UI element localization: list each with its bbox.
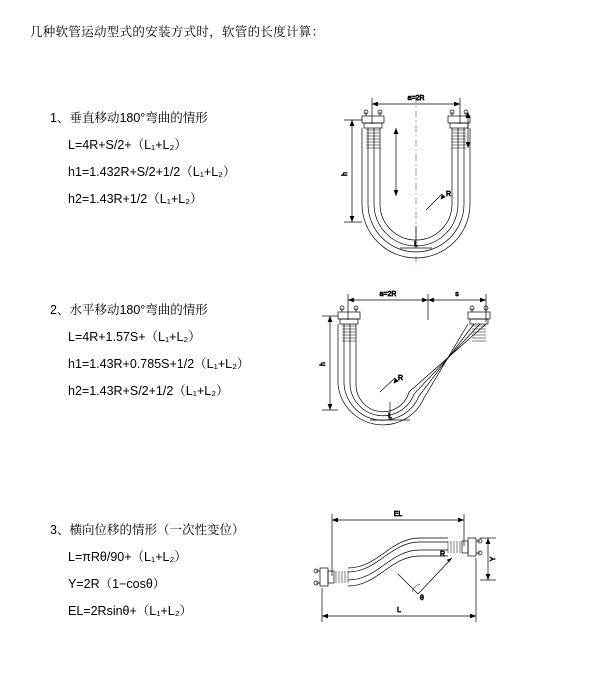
section-3-title: 3、横向位移的情形（一次性变位） [50,523,245,537]
intro-text: 几种软管运动型式的安装方式时，软管的长度计算： [30,25,325,39]
section-2-formula-1: L=4R+1.57S+（L₁+L₂） [68,330,201,344]
section-3-formula-1: L=πRθ/90+（L₁+L₂） [68,550,187,564]
section-2-title: 2、水平移动180°弯曲的情形 [50,303,208,317]
section-1-formula-2: h1=1.432R+S/2+1/2（L₁+L₂） [68,165,236,179]
section-1-formula-1: L=4R+S/2+（L₁+L₂） [68,138,187,152]
horizontal-180-bend-diagram [300,280,510,465]
svg-text:R: R [398,375,404,382]
section-1-formula-3: h2=1.43R+1/2（L₁+L₂） [68,192,203,206]
svg-text:L: L [414,241,418,248]
svg-text:R: R [440,551,446,558]
section-1-title: 1、垂直移动180°弯曲的情形 [50,111,208,125]
svg-text:L: L [397,607,401,614]
section-1-text [50,108,300,216]
vertical-180-bend-diagram [300,76,510,281]
svg-text:Y: Y [490,556,497,562]
section-3-text [50,520,300,628]
section-3-formula-3: EL=2Rsinθ+（L₁+L₂） [68,604,193,618]
svg-text:θ: θ [420,595,424,602]
section-2-text [50,300,300,408]
svg-text:a=2R: a=2R [407,95,425,102]
section-2-formula-3: h2=1.43R+S/2+1/2（L₁+L₂） [68,384,229,398]
svg-text:s: s [455,291,459,298]
lateral-offset-diagram [292,498,507,643]
svg-text:R: R [446,191,452,198]
svg-text:h: h [342,172,349,176]
svg-text:L: L [388,413,392,420]
svg-text:h: h [320,362,327,366]
section-3-formula-2: Y=2R（1−cosθ） [68,577,166,591]
svg-text:EL: EL [393,511,403,518]
section-2-formula-2: h1=1.43R+0.785S+1/2（L₁+L₂） [68,357,250,371]
svg-text:a=2R: a=2R [379,291,397,298]
